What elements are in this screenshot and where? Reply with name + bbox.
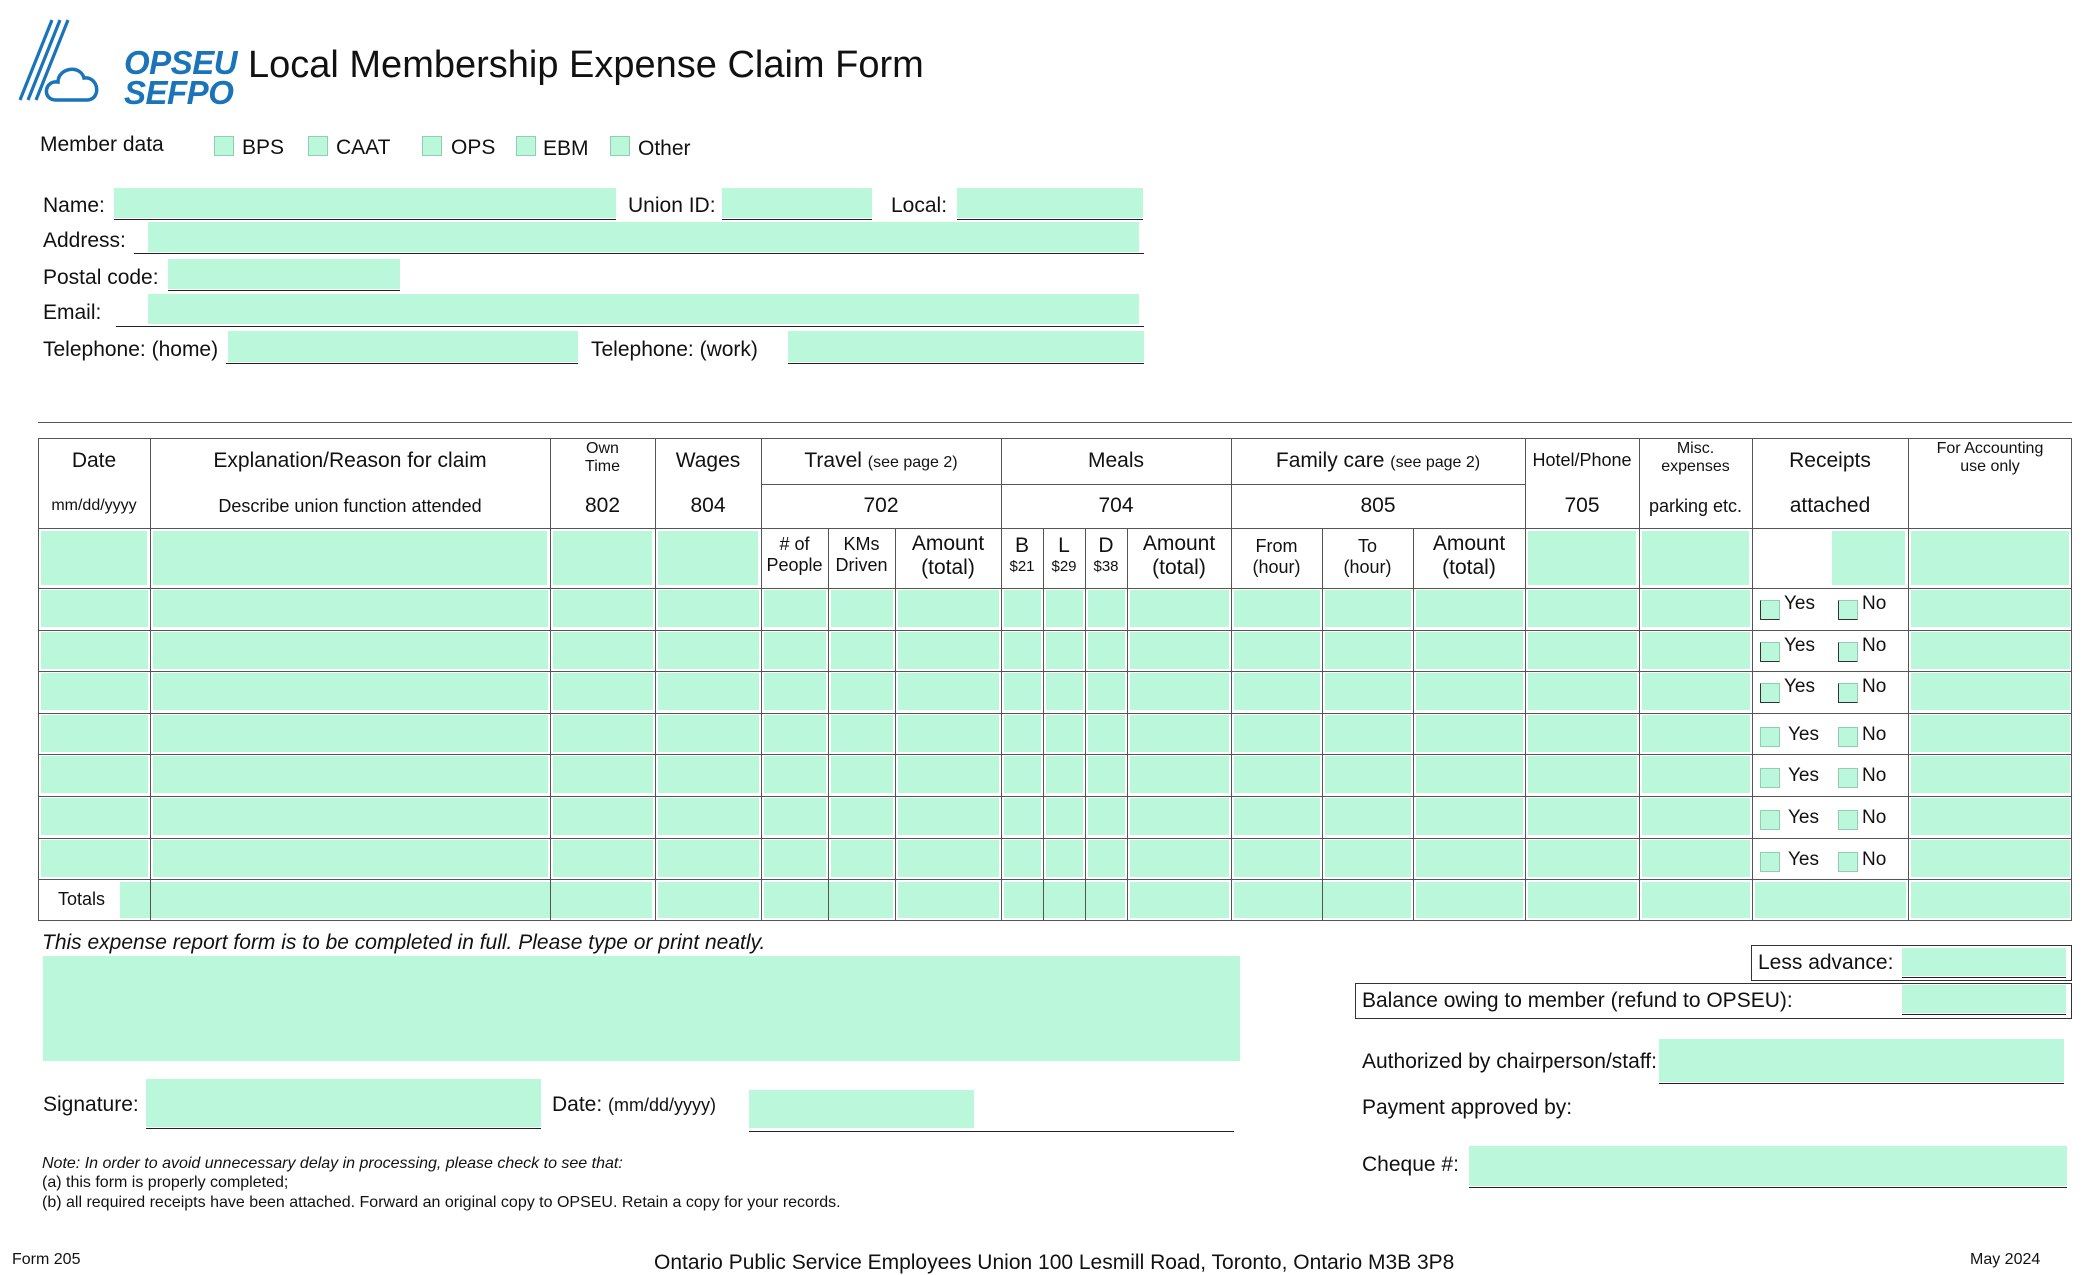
subheader-family-amount: Amount (total) xyxy=(1432,532,1506,580)
grid-hline xyxy=(1231,484,1525,485)
subheader-from: From (hour) xyxy=(1252,536,1301,577)
signature-field[interactable] xyxy=(146,1079,541,1127)
row-5-receipt-no-label: No xyxy=(1862,765,1887,787)
grid-hline xyxy=(38,713,2072,714)
address-label: Address: xyxy=(43,229,126,252)
authorized-label: Authorized by chairperson/staff: xyxy=(1362,1050,1657,1073)
grid-vline xyxy=(1908,438,1909,921)
cheque-label: Cheque #: xyxy=(1362,1153,1459,1176)
row-3-receipt-yes-checkbox[interactable] xyxy=(1760,683,1780,703)
row-1-receipt-yes-checkbox[interactable] xyxy=(1760,600,1780,620)
code-805: 805 xyxy=(1360,494,1396,517)
header-date-format: mm/dd/yyyy xyxy=(51,497,137,514)
grid-hline xyxy=(38,879,2072,880)
header-misc-sub: parking etc. xyxy=(1648,496,1743,516)
header-explanation-sub: Describe union function attended xyxy=(218,496,482,516)
row-4-receipt-no-checkbox[interactable] xyxy=(1838,727,1858,747)
row-7-receipt-no-label: No xyxy=(1862,848,1887,870)
note-line-1: Note: In order to avoid unnecessary delay in processing, please check to see that: xyxy=(42,1155,623,1172)
grid-vline xyxy=(1413,528,1414,921)
subheader-people: # of People xyxy=(766,534,823,575)
row-7-receipt-yes-checkbox[interactable] xyxy=(1760,852,1780,872)
header-hotel-phone: Hotel/Phone xyxy=(1532,450,1632,470)
member-data-label: Member data xyxy=(40,133,164,156)
row-3-receipt-no-checkbox[interactable] xyxy=(1838,683,1858,703)
postal-code-label: Postal code: xyxy=(43,266,159,289)
cheque-field[interactable] xyxy=(1469,1146,2067,1186)
row-1-receipt-no-checkbox[interactable] xyxy=(1838,600,1858,620)
grid-hline xyxy=(38,754,2072,755)
grid-hline xyxy=(1001,484,1231,485)
logo-text-opseu: OPSEU xyxy=(124,44,238,81)
row-2-receipt-no-checkbox[interactable] xyxy=(1838,642,1858,662)
grid-vline xyxy=(1127,528,1128,921)
row-6-receipt-no-checkbox[interactable] xyxy=(1838,810,1858,830)
name-label: Name: xyxy=(43,194,105,217)
subheader-travel-amount: Amount (total) xyxy=(911,532,985,580)
grid-vline xyxy=(895,528,896,921)
tel-home-label: Telephone: (home) xyxy=(43,338,219,361)
row-7-receipt-yes-label: Yes xyxy=(1788,848,1819,870)
tel-work-label: Telephone: (work) xyxy=(591,338,758,361)
note-line-3: (b) all required receipts have been attached. Forward an original copy to OPSEU. Retain a copy for your records. xyxy=(42,1194,841,1211)
row-6-receipt-yes-checkbox[interactable] xyxy=(1760,810,1780,830)
grid-vline xyxy=(1043,528,1044,921)
subheader-dinner: D $38 xyxy=(1093,534,1119,576)
row-4-receipt-yes-checkbox[interactable] xyxy=(1760,727,1780,747)
code-802: 802 xyxy=(584,494,621,517)
row-6-receipt-yes-label: Yes xyxy=(1788,807,1819,828)
code-705: 705 xyxy=(1564,494,1600,517)
grid-hline xyxy=(38,796,2072,797)
row-2-receipt-no-label: No xyxy=(1862,634,1887,656)
row-3-receipt-no-label: No xyxy=(1862,676,1887,698)
form-number: Form 205 xyxy=(12,1251,81,1268)
grid-vline xyxy=(1322,528,1323,921)
bps-label: BPS xyxy=(242,136,285,159)
footer-address: Ontario Public Service Employees Union 100 Lesmill Road, Toronto, Ontario M3B 3P8 xyxy=(654,1251,1455,1274)
instructions-text: This expense report form is to be completed in full. Please type or print neatly. xyxy=(42,931,766,954)
signature-label: Signature: xyxy=(43,1093,139,1116)
code-804: 804 xyxy=(690,494,726,517)
row-2-receipt-yes-label: Yes xyxy=(1784,634,1815,656)
payment-approved-label: Payment approved by: xyxy=(1362,1096,1573,1119)
header-receipts-sub: attached xyxy=(1789,494,1871,517)
row-4-receipt-no-label: No xyxy=(1862,723,1887,745)
header-own-time: Own Time xyxy=(585,440,620,476)
other-label: Other xyxy=(638,137,691,160)
grid-vline xyxy=(828,528,829,921)
ebm-label: EBM xyxy=(543,137,589,160)
header-receipts: Receipts xyxy=(1789,449,1871,472)
grid-hline xyxy=(38,671,2072,672)
row-5-receipt-no-checkbox[interactable] xyxy=(1838,768,1858,788)
email-label: Email: xyxy=(43,301,102,324)
logo-text-sefpo: SEFPO xyxy=(124,74,234,111)
subheader-meals-amount: Amount (total) xyxy=(1142,532,1216,580)
authorized-field[interactable] xyxy=(1659,1039,2064,1082)
subheader-to: To (hour) xyxy=(1343,536,1392,577)
balance-label: Balance owing to member (refund to OPSEU): xyxy=(1362,989,1793,1012)
row-3-receipt-yes-label: Yes xyxy=(1784,676,1815,698)
row-2-receipt-yes-checkbox[interactable] xyxy=(1760,642,1780,662)
page-title: Local Membership Expense Claim Form xyxy=(248,44,924,86)
grid-hline xyxy=(38,630,2072,631)
footer-date: May 2024 xyxy=(1970,1251,2041,1268)
less-advance-label: Less advance: xyxy=(1758,951,1894,974)
union-id-label: Union ID: xyxy=(628,194,716,217)
grid-hline xyxy=(38,528,2072,529)
local-label: Local: xyxy=(891,194,948,217)
header-meals: Meals xyxy=(1087,449,1145,472)
signature-date-field[interactable] xyxy=(749,1090,974,1128)
date-label: Date: (mm/dd/yyyy) xyxy=(552,1093,717,1116)
header-family-care: Family care (see page 2) xyxy=(1275,449,1481,472)
row-4-receipt-yes-label: Yes xyxy=(1788,723,1819,745)
row-6-receipt-no-label: No xyxy=(1862,807,1887,828)
ops-label: OPS xyxy=(451,136,496,159)
header-misc: Misc. expenses xyxy=(1661,440,1730,476)
grid-vline xyxy=(1085,528,1086,921)
header-travel: Travel (see page 2) xyxy=(804,449,958,472)
header-explanation: Explanation/Reason for claim xyxy=(213,449,487,472)
row-1-receipt-no-label: No xyxy=(1862,593,1887,614)
row-1-receipt-yes-label: Yes xyxy=(1784,593,1815,614)
grid-hline xyxy=(38,588,2072,589)
code-702: 702 xyxy=(863,494,899,517)
caat-label: CAAT xyxy=(336,136,391,159)
row-5-receipt-yes-label: Yes xyxy=(1788,765,1819,787)
subheader-breakfast: B $21 xyxy=(1009,534,1035,576)
row-7-receipt-no-checkbox[interactable] xyxy=(1838,852,1858,872)
subheader-kms: KMs Driven xyxy=(835,534,888,575)
comments-field[interactable] xyxy=(43,956,1240,1061)
balance-field[interactable] xyxy=(1902,985,2066,1013)
header-wages: Wages xyxy=(675,449,741,472)
row-5-receipt-yes-checkbox[interactable] xyxy=(1760,768,1780,788)
less-advance-field[interactable] xyxy=(1902,948,2066,976)
grid-hline xyxy=(761,484,1001,485)
header-date: Date xyxy=(71,449,117,472)
note-line-2: (a) this form is properly completed; xyxy=(42,1174,289,1191)
subheader-lunch: L $29 xyxy=(1051,534,1077,576)
grid-hline xyxy=(38,838,2072,839)
code-704: 704 xyxy=(1098,494,1134,517)
header-accounting: For Accounting use only xyxy=(1936,440,2044,476)
totals-label: Totals xyxy=(58,889,106,909)
